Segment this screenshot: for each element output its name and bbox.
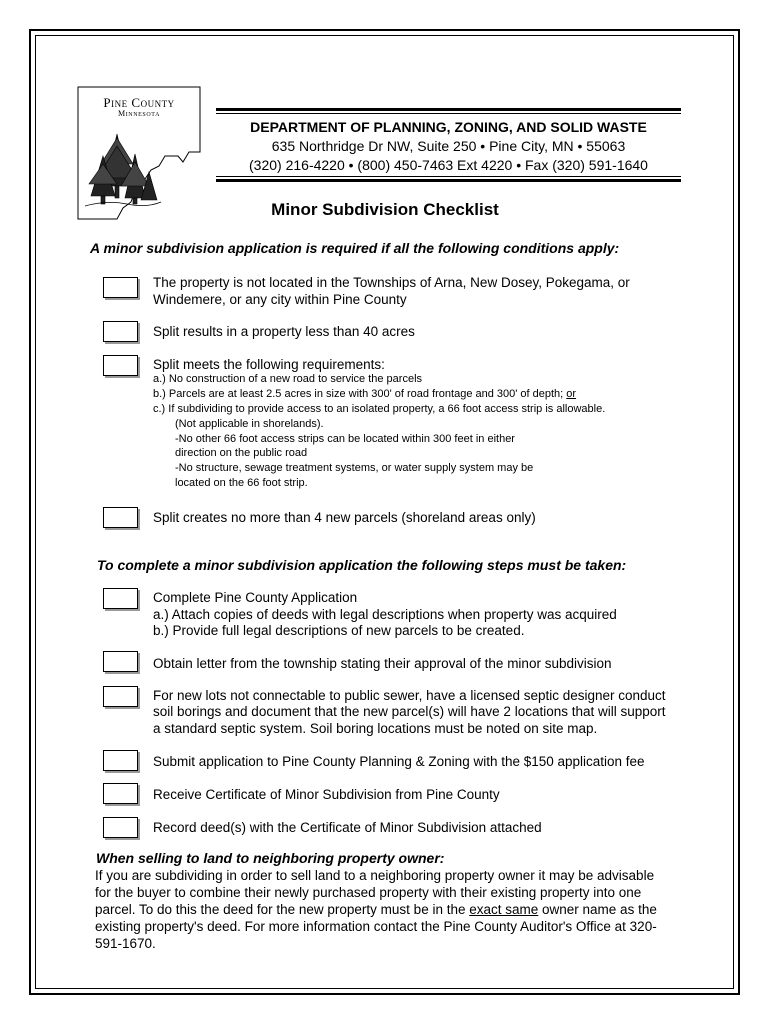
department-name: DEPARTMENT OF PLANNING, ZONING, AND SOLID WASTE <box>250 119 647 135</box>
checkbox-receive-certificate[interactable] <box>103 783 138 804</box>
condition-township-line2: Windemere, or any city within Pine County <box>153 292 407 307</box>
requirement-c-note3: direction on the public road <box>175 447 308 459</box>
step-receive-certificate: Receive Certificate of Minor Subdivision from Pine County <box>153 787 500 802</box>
checkbox-submit-application[interactable] <box>103 750 138 771</box>
condition-requirements: Split meets the following requirements: <box>153 357 385 372</box>
step-application-line2: a.) Attach copies of deeds with legal descriptions when property was acquired <box>153 607 617 622</box>
checkbox-max-4-parcels[interactable] <box>103 507 138 528</box>
step-application-line1: Complete Pine County Application <box>153 590 358 605</box>
selling-line3-start: parcel. To do this the deed for the new property must be in the <box>95 902 470 917</box>
condition-township-line1: The property is not located in the Townships of Arna, New Dosey, Pokegama, or <box>153 275 630 290</box>
selling-paragraph <box>95 867 685 952</box>
selling-line4: existing property's deed. For more information contact the Pine County Auditor's Office at 320- <box>95 919 657 934</box>
requirement-b-or: or <box>566 388 577 400</box>
requirement-c-note2: -No other 66 foot access strips can be located within 300 feet in either <box>175 433 515 445</box>
selling-line3-end: owner name as the <box>538 902 657 917</box>
requirement-a: a.) No construction of a new road to service the parcels <box>153 373 423 385</box>
page-title: Minor Subdivision Checklist <box>271 200 499 219</box>
requirement-c-note1: (Not applicable in shorelands). <box>175 418 324 430</box>
requirement-b-text: b.) Parcels are at least 2.5 acres in size with 300' of road frontage and 300' of depth; <box>153 388 567 400</box>
selling-line2: for the buyer to combine their newly purchased property with their existing property into one <box>95 885 642 900</box>
checkbox-less-than-40-acres[interactable] <box>103 321 138 342</box>
header-rule-top-thick <box>216 108 681 111</box>
checkbox-township-letter[interactable] <box>103 651 138 672</box>
steps-heading: To complete a minor subdivision application the following steps must be taken: <box>97 557 627 573</box>
step-septic-line1: For new lots not connectable to public sewer, have a licensed septic designer conduct <box>153 688 666 703</box>
checkbox-record-deeds[interactable] <box>103 817 138 838</box>
logo-state-name: Minnesota <box>117 109 161 118</box>
header-rule-top-thin <box>216 113 681 114</box>
department-address: 635 Northridge Dr NW, Suite 250 • Pine City, MN • 55063 <box>271 138 626 154</box>
step-submit-application: Submit application to Pine County Planning & Zoning with the $150 application fee <box>153 754 645 769</box>
step-record-deeds: Record deed(s) with the Certificate of Minor Subdivision attached <box>153 820 542 835</box>
condition-40-acres: Split results in a property less than 40 acres <box>153 324 415 339</box>
requirement-c-note5: located on the 66 foot strip. <box>175 477 308 489</box>
step-township-letter: Obtain letter from the township stating their approval of the minor subdivision <box>153 656 612 671</box>
checkbox-complete-application[interactable] <box>103 588 138 609</box>
step-application-line3: b.) Provide full legal descriptions of new parcels to be created. <box>153 623 525 638</box>
department-phones: (320) 216-4220 • (800) 450-7463 Ext 4220 • Fax (320) 591-1640 <box>249 157 648 173</box>
selling-line5: 591-1670. <box>95 936 156 951</box>
checkbox-septic-borings[interactable] <box>103 686 138 707</box>
requirement-c-note4: -No structure, sewage treatment systems, or water supply system may be <box>175 462 534 474</box>
condition-max-parcels: Split creates no more than 4 new parcels (shoreland areas only) <box>153 510 536 525</box>
checkbox-split-requirements[interactable] <box>103 355 138 376</box>
selling-line1: If you are subdividing in order to sell land to a neighboring property owner it may be advisable <box>95 868 655 883</box>
selling-exact-same: exact same <box>469 902 539 917</box>
requirement-c: c.) If subdividing to provide access to an isolated property, a 66 foot access strip is allowable. <box>153 403 606 415</box>
requirement-b <box>153 387 576 402</box>
pine-trees-icon <box>89 134 157 204</box>
selling-heading: When selling to land to neighboring property owner: <box>96 850 445 866</box>
conditions-heading: A minor subdivision application is required if all the following conditions apply: <box>90 240 620 256</box>
selling-line3 <box>95 901 685 918</box>
logo-county-name: Pine County <box>103 95 175 110</box>
step-septic-line3: a standard septic system. Soil boring locations must be noted on site map. <box>153 721 598 736</box>
header-rule-bottom-thin <box>216 176 681 177</box>
header-rule-bottom-thick <box>216 179 681 182</box>
step-septic-line2: soil borings and document that the new parcel(s) will have 2 locations that will support <box>153 704 666 719</box>
checkbox-township-location[interactable] <box>103 277 138 298</box>
